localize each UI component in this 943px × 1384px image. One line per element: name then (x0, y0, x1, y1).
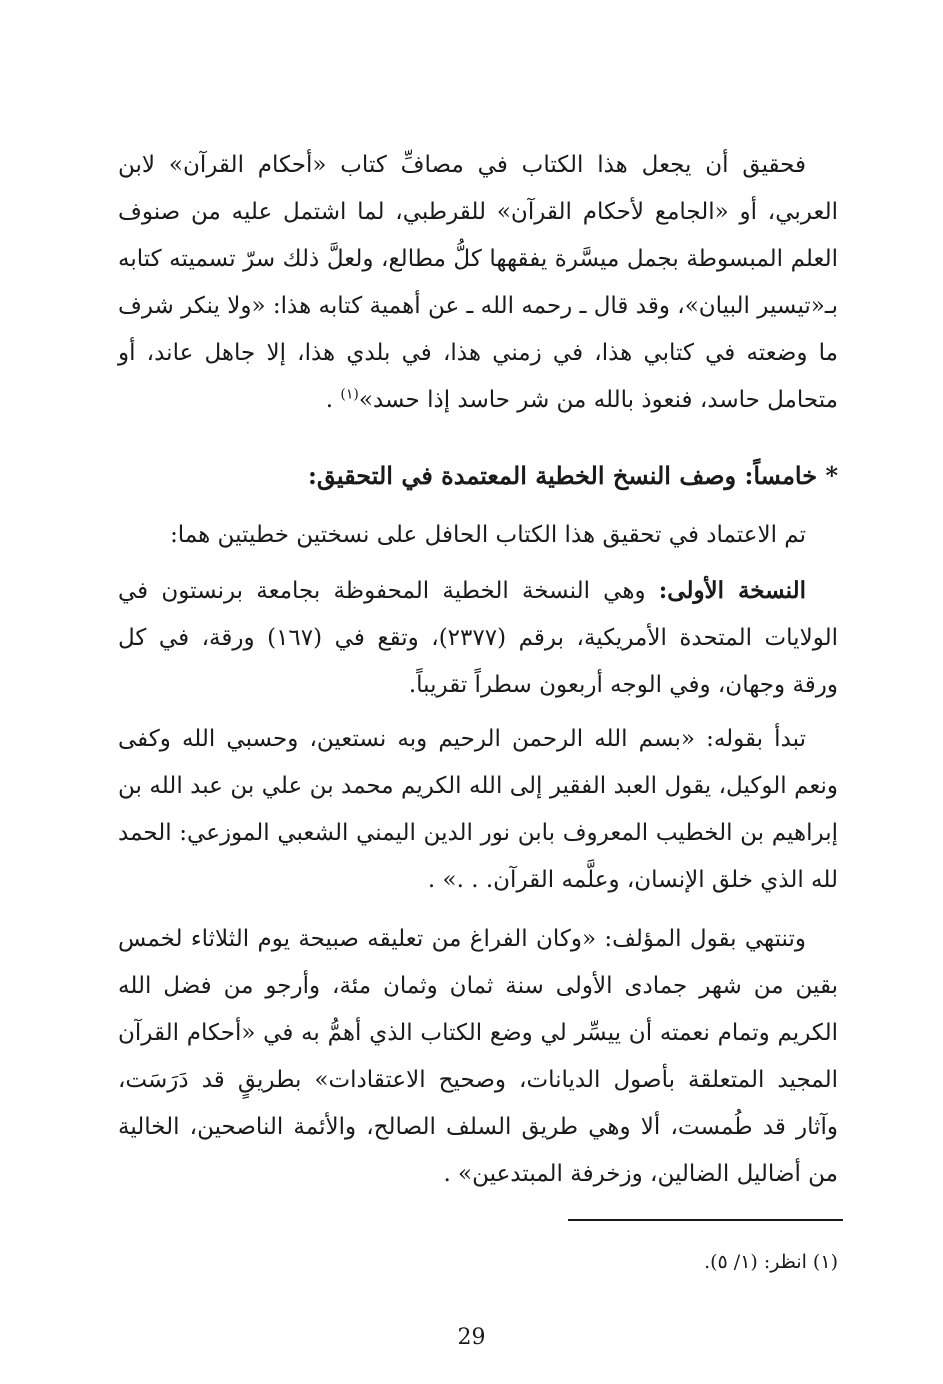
paragraph-manuscripts-intro: تم الاعتماد في تحقيق هذا الكتاب الحافل على نسختين خطيتين هما: (170, 522, 806, 548)
footnote-reference: (١) (340, 386, 359, 403)
first-copy-text: وهي النسخة الخطية المحفوظة بجامعة برنستون في الولايات المتحدة الأمريكية، برقم (٢٣٧٧)، وتقع في (١٦٧) ورقة، في كل ورقة وجهان، وفي الوجه أربعون سطراً تقريباً. (118, 578, 838, 698)
first-copy-label: النسخة الأولى: (658, 577, 806, 604)
paragraph-intro-end: . (325, 387, 341, 413)
paragraph-first-copy (118, 567, 838, 709)
paragraph-incipit: تبدأ بقوله: «بسم الله الرحمن الرحيم وبه نستعين، وحسبي الله وكفى ونعم الوكيل، يقول العبد الفقير إلى الله الكريم محمد بن علي بن عبد الله بن إبراهيم بن الخطيب المعروف بابن نور الدين اليمني الشعبي الموزعي: الحمد لله الذي خلق الإنسان، وعلَّمه القرآن. . .» . (118, 726, 838, 893)
footnote: (١) انظر: (١/ ٥). (704, 1251, 838, 1273)
paragraph-explicit: وتنتهي بقول المؤلف: «وكان الفراغ من تعليقه صبيحة يوم الثلاثاء لخمس بقين من شهر جمادى الأولى سنة ثمان وثمان مئة، وأرجو من فضل الله الكريم وتمام نعمته أن ييسِّر لي وضع الكتاب الذي أهمُّ به في «أحكام القرآن المجيد المتعلقة بأصول الديانات، وصحيح الاعتقادات» بطريقٍ قد دَرَسَت، وآثار قد طُمست، ألا وهي طريق السلف الصالح، والأئمة الناصحين، الخالية من أضاليل الضالين، وزخرفة المبتدعين» . (118, 926, 838, 1187)
paragraph-intro (118, 142, 838, 424)
paragraph-intro-text: فحقيق أن يجعل هذا الكتاب في مصافِّ كتاب «أحكام القرآن» لابن العربي، أو «الجامع لأحكام القرآن» للقرطبي، لما اشتمل عليه من صنوف العلم المبسوطة بجمل ميسَّرة يفقهها كلُّ مطالع، ولعلَّ ذلك سرّ تسميته كتابه بـ«تيسير البيان»، وقد قال ـ رحمه الله ـ عن أهمية كتابه هذا: «ولا ينكر شرف ما وضعته في كتابي هذا، في زمني هذا، في بلدي هذا، إلا جاهل عاند، أو متحامل حاسد، فنعوذ بالله من شر حاسد إذا حسد» (118, 152, 838, 413)
section-heading: * خامساً: وصف النسخ الخطية المعتمدة في التحقيق: (307, 461, 838, 490)
page-number: 29 (457, 1325, 486, 1350)
footnote-divider (568, 1219, 843, 1221)
